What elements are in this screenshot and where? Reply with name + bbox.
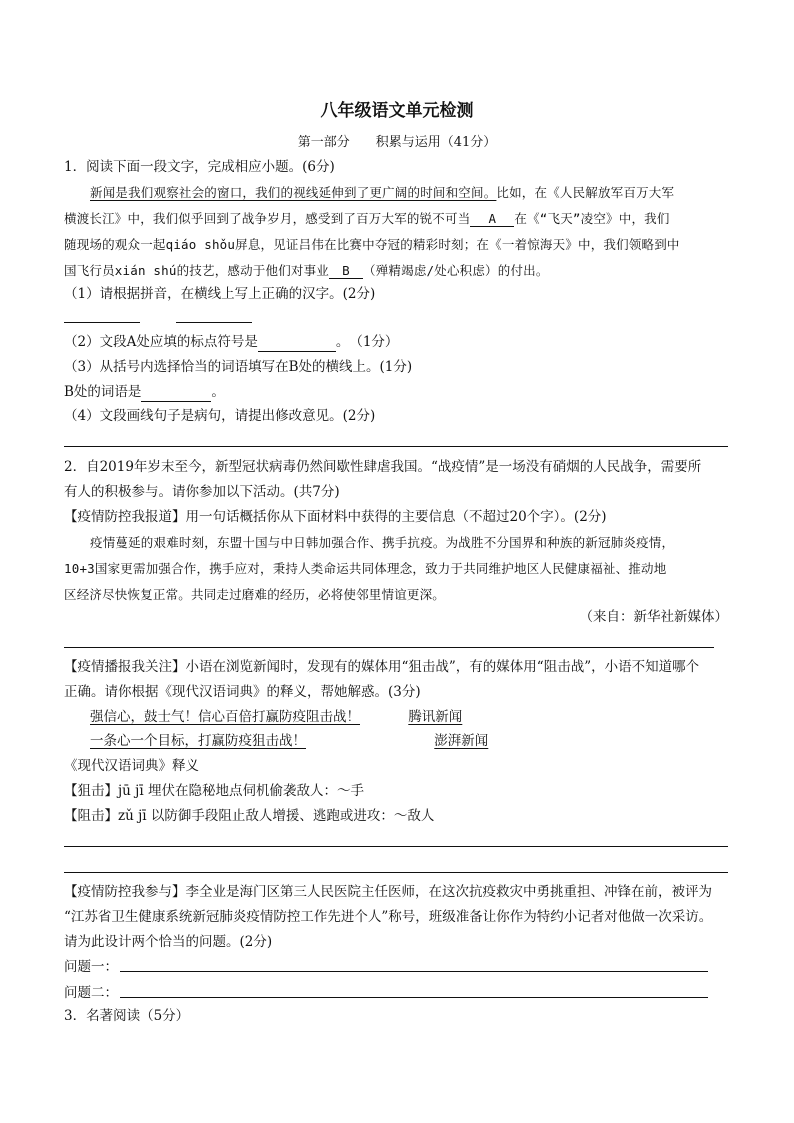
- answer-line[interactable]: [64, 647, 714, 648]
- passage-text: 在《“飞天”凌空》中，我们: [514, 211, 670, 226]
- news-outlet: 澎湃新闻: [434, 733, 489, 749]
- answer-blank[interactable]: [141, 386, 211, 402]
- sub-3-answer-label: B处的词语是: [64, 384, 142, 400]
- underlined-sentence: 新闻是我们观察社会的窗口，我们的视线延伸到了更广阔的时间和空间。: [90, 185, 497, 200]
- q1-passage-line-1: [90, 183, 674, 201]
- q2-task-news-2: 正确。请你根据《现代汉语词典》的释义，帮她解惑。(3分): [64, 684, 421, 700]
- blank-a-label: A: [488, 211, 497, 226]
- answer-blank[interactable]: [258, 336, 336, 352]
- q2-stem-2: 有人的积极参与。请你参加以下活动。(共7分): [64, 484, 340, 500]
- q2-task-report: 【疫情防控我报道】用一句话概括你从下面材料中获得的主要信息（不超过20个字）。(2分): [64, 509, 607, 525]
- q1-sub-3-answer: [64, 382, 225, 402]
- passage-text: 横渡长江》中，我们似乎回到了战争岁月，感受到了百万大军的锐不可当: [64, 211, 471, 226]
- q2-material-line-3: 区经济尽快恢复正常。共同走过磨难的经历，必将使邻里情谊更深。: [64, 587, 446, 602]
- passage-text: 国飞行员xián shú的技艺，感动于他们对事业: [64, 263, 330, 278]
- answer-line[interactable]: [64, 446, 728, 447]
- q2-task-interview-3: 请为此设计两个恰当的问题。(2分): [64, 934, 273, 950]
- q2-task-interview-1: 【疫情防控我参与】李全业是海门区第三人民医院主任医师，在这次抗疫救灾中勇挑重担、冲锋在前，被评为: [64, 884, 712, 900]
- sub-2-score: 。 （1分）: [335, 334, 399, 350]
- q1-sub-2: [64, 332, 398, 352]
- news-item-1: [90, 707, 462, 727]
- passage-text: 比如，在《人民解放军百万大军: [496, 185, 675, 200]
- question-one-line[interactable]: [120, 971, 708, 972]
- q1-passage-line-4: [64, 261, 549, 279]
- blank-b-label: B: [342, 263, 350, 278]
- q2-material-line-2: 10+3国家更需加强合作，携手应对，秉持人类命运共同体理念，致力于共同维护地区人民健康福祉、推动地: [64, 561, 667, 576]
- answer-line[interactable]: [176, 322, 252, 323]
- definition-zuji-block: 【阻击】zǔ jī 以防御手段阻止敌人增援、逃跑或进攻：～敌人: [64, 808, 435, 824]
- period: 。: [211, 384, 225, 400]
- question-two-label: 问题二：: [64, 985, 118, 1001]
- dictionary-title: 《现代汉语词典》释义: [64, 758, 199, 774]
- q1-passage-line-2: [64, 209, 670, 227]
- answer-line[interactable]: [64, 846, 728, 847]
- section-heading: 第一部分 积累与运用（41分）: [297, 135, 497, 150]
- q2-task-news-1: 【疫情播报我关注】小语在浏览新闻时，发现有的媒体用“狙击战”，有的媒体用“阻击战”，小语不知道哪个: [64, 659, 700, 675]
- question-one-label: 问题一：: [64, 959, 118, 975]
- question-two-line[interactable]: [120, 997, 708, 998]
- passage-text: （殚精竭虑/处心积虑）的付出。: [363, 263, 549, 278]
- blank-b[interactable]: [329, 263, 363, 279]
- q1-sub-3: （3）从括号内选择恰当的词语填写在B处的横线上。(1分): [64, 359, 413, 375]
- q2-stem-1: 2．自2019年岁末至今，新型冠状病毒仍然间歇性肆虐我国。“战疫情”是一场没有硝烟的人民战争，需要所: [64, 459, 702, 475]
- page-title: 八年级语文单元检测: [320, 101, 474, 121]
- news-item-2: [90, 731, 488, 751]
- q1-passage-line-3: 随现场的观众一起qiáo shǒu屏息，见证吕伟在比赛中夺冠的精彩时刻；在《一着惊海天》中，我们领略到中: [64, 237, 680, 252]
- news-headline: 强信心，鼓士气！信心百倍打赢防疫阻击战！: [90, 709, 360, 725]
- answer-line[interactable]: [64, 872, 728, 873]
- sub-2-text: （2）文段A处应填的标点符号是: [64, 334, 258, 350]
- q2-task-interview-2: “江苏省卫生健康系统新冠肺炎疫情防控工作先进个人”称号，班级准备让你作为特约小记者对他做一次采访。: [64, 909, 713, 925]
- news-outlet: 腾讯新闻: [408, 709, 463, 725]
- q2-material-line-1: 疫情蔓延的艰难时刻，东盟十国与中日韩加强合作、携手抗疫。为战胜不分国界和种族的新冠肺炎疫情，: [90, 535, 675, 550]
- definition-juji-snipe: 【狙击】jū jī 埋伏在隐秘地点伺机偷袭敌人：～手: [64, 783, 364, 799]
- answer-line[interactable]: [64, 322, 140, 323]
- q1-stem: 1．阅读下面一段文字，完成相应小题。(6分): [64, 159, 335, 175]
- material-source: （来自：新华社新媒体）: [579, 609, 728, 625]
- blank-a[interactable]: [470, 211, 514, 227]
- q3-stem: 3．名著阅读（5分）: [64, 1008, 190, 1024]
- q1-sub-4: （4）文段画线句子是病句，请提出修改意见。(2分): [64, 408, 376, 424]
- q1-sub-1: （1）请根据拼音，在横线上写上正确的汉字。(2分): [64, 286, 376, 302]
- news-headline: 一条心一个目标，打赢防疫狙击战！: [90, 733, 306, 749]
